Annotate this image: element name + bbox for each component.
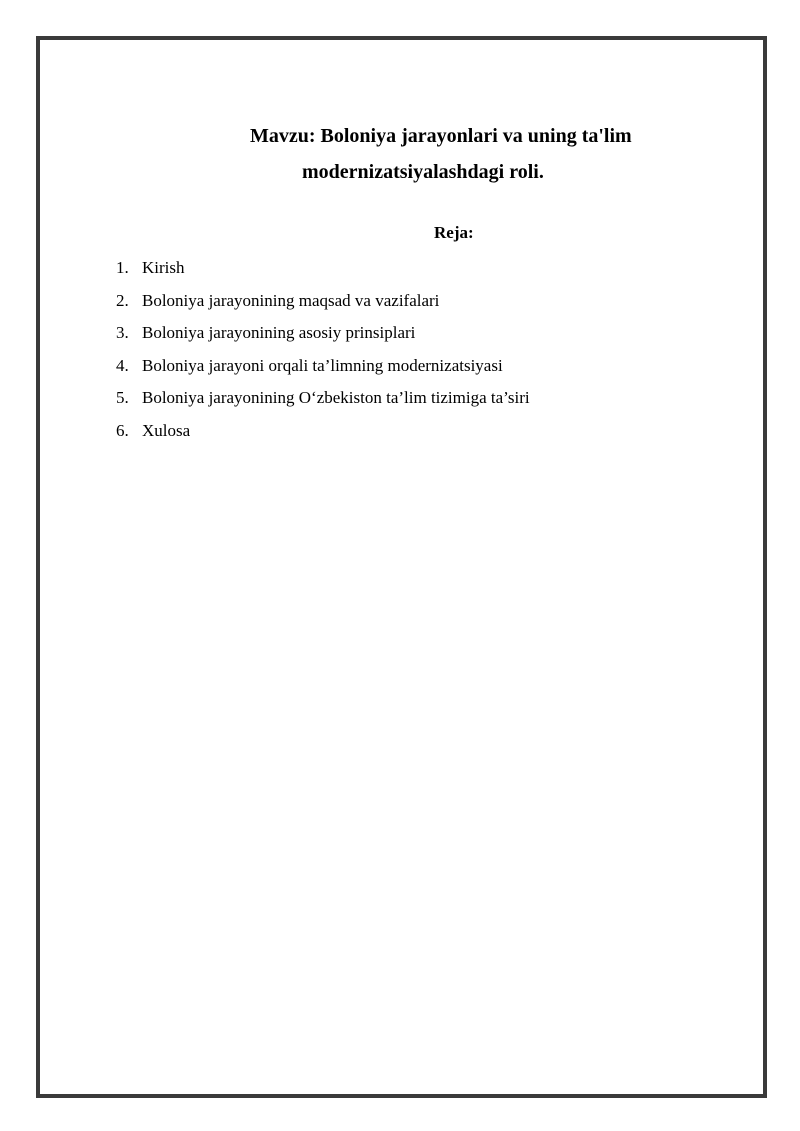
plan-item-number: 3. (116, 323, 129, 343)
plan-item-number: 1. (116, 258, 129, 277)
plan-item-text: Boloniya jarayonining O‘zbekiston ta’lim tizimiga ta’siri (142, 388, 530, 408)
plan-item-text: Kirish (142, 258, 185, 277)
plan-heading: Reja: (434, 223, 474, 242)
plan-list (116, 256, 530, 452)
title-line-1: Mavzu: Boloniya jarayonlari va uning ta'lim (250, 125, 632, 147)
plan-item (116, 256, 530, 289)
plan-item (116, 321, 530, 354)
plan-item-number: 6. (116, 420, 129, 440)
plan-item-text: Xulosa (142, 420, 191, 440)
page-border-frame (36, 36, 767, 1098)
plan-item-number: 4. (116, 355, 129, 375)
plan-item-number: 2. (116, 290, 129, 310)
plan-item (116, 419, 530, 452)
plan-item (116, 386, 530, 419)
plan-item-text: Boloniya jarayonining asosiy prinsiplari (142, 323, 416, 343)
title-line-2: modernizatsiyalashdagi roli. (302, 161, 544, 183)
plan-item-text: Boloniya jarayonining maqsad va vazifalari (142, 290, 440, 310)
plan-item (116, 289, 530, 322)
plan-item-text: Boloniya jarayoni orqali ta’limning modernizatsiyasi (142, 355, 503, 375)
plan-item (116, 354, 530, 387)
plan-item-number: 5. (116, 388, 129, 408)
